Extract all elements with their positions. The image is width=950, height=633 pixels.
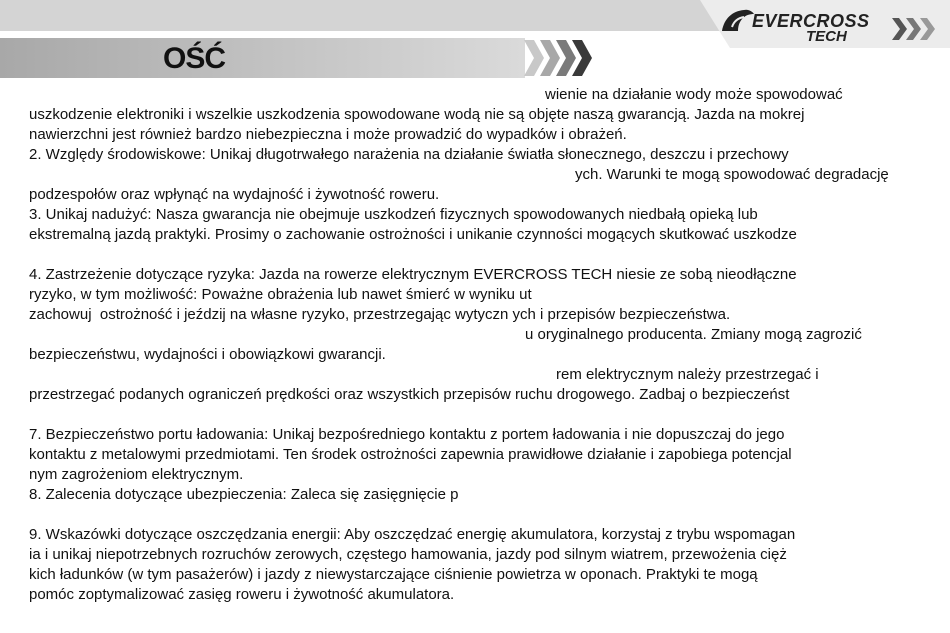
text-line: 8. Zalecenia dotyczące ubezpieczenia: Zaleca się zasięgnięcie p (29, 486, 459, 503)
logo-tech-text: TECH (806, 28, 847, 45)
text-line: uszkodzenie elektroniki i wszelkie uszkodzenia spowodowane wodą nie są objęte naszą gwarancją. Jazda na mokrej (29, 106, 805, 123)
header-band (0, 38, 525, 78)
text-line: 7. Bezpieczeństwo portu ładowania: Unikaj bezpośredniego kontaktu z portem ładowania i nie dopuszczaj do jego (29, 426, 785, 443)
text-line: ekstremalną jazdą praktyki. Prosimy o zachowanie ostrożności i unikanie czynności mogących skutkować uszkodze (29, 226, 797, 243)
text-line: ia i unikaj niepotrzebnych rozruchów zerowych, częstego hamowania, jazdy pod silnym wiatrem, przewożenia cięż (29, 546, 787, 563)
logo-chevrons-icon (890, 16, 940, 42)
text-line: nawierzchni jest również bardzo niebezpieczna i może prowadzić do wypadków i obrażeń. (29, 126, 627, 143)
text-line: ryzyko, w tym możliwość: Poważne obrażenia lub nawet śmierć w wyniku ut (29, 286, 532, 303)
text-line: bezpieczeństwu, wydajności i obowiązkowi gwarancji. (29, 346, 386, 363)
text-line (29, 405, 944, 425)
text-line (29, 505, 944, 525)
text-line: rem elektrycznym należy przestrzegać i (556, 366, 819, 383)
text-line: 2. Względy środowiskowe: Unikaj długotrwałego narażenia na działanie światła słonecznego, deszczu i przechowy (29, 146, 789, 163)
text-line: 4. Zastrzeżenie dotyczące ryzyka: Jazda na rowerze elektrycznym EVERCROSS TECH niesie ze sobą nieodłączne (29, 266, 797, 283)
text-line: pomóc zoptymalizować zasięg roweru i żywotność akumulatora. (29, 586, 455, 603)
body-text (29, 85, 944, 605)
text-line (29, 245, 944, 265)
text-line: przestrzegać podanych ograniczeń prędkości oraz wszystkich przepisów ruchu drogowego. Zadbaj o bezpieczeńst (29, 386, 790, 403)
text-line: podzespołów oraz wpłynąć na wydajność i żywotność roweru. (29, 186, 440, 203)
text-line: wienie na działanie wody może spowodować (545, 86, 843, 103)
page-title: OŚĆ (163, 42, 226, 75)
text-line: u oryginalnego producenta. Zmiany mogą zagrozić (525, 326, 862, 343)
text-line: nym zagrożeniom elektrycznym. (29, 466, 244, 483)
logo-brand-text: EVERCROSS (752, 11, 870, 31)
text-line: 9. Wskazówki dotyczące oszczędzania energii: Aby oszczędzać energię akumulatora, korzystaj z trybu wspomagan (29, 526, 796, 543)
header-chevrons-icon (522, 38, 594, 78)
text-line: ych. Warunki te mogą spowodować degradację (575, 166, 889, 183)
text-line: 3. Unikaj nadużyć: Nasza gwarancja nie obejmuje uszkodzeń fizycznych spowodowanych niedbałą opieką lub (29, 206, 758, 223)
text-line: kontaktu z metalowymi przedmiotami. Ten środek ostrożności zapewnia prawidłowe działanie i zapobiega potencjal (29, 446, 792, 463)
text-line: kich ładunków (w tym pasażerów) i jazdy z niewystarczające ciśnienie powietrza w oponach. Praktyki te mogą (29, 566, 758, 583)
text-line: zachowuj ostrożność i jeździj na własne ryzyko, przestrzegając wytyczn ych i przepisów bezpieczeństwa. (29, 306, 731, 323)
